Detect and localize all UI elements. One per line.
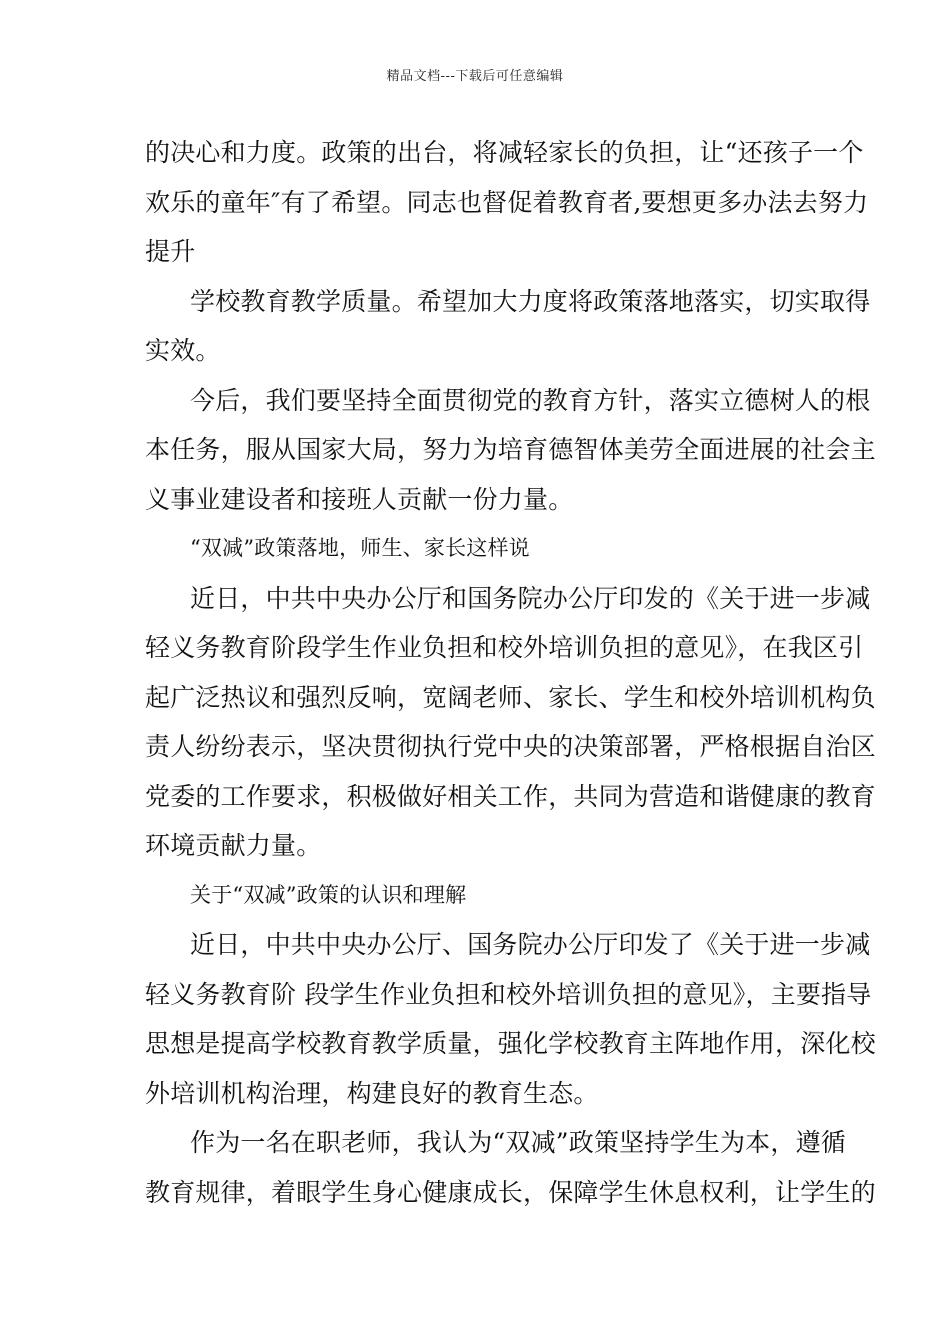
section-heading: 关于“双减”政策的认识和理解 bbox=[190, 882, 467, 907]
text-line: 义事业建设者和接班人贡献一份力量。 bbox=[145, 484, 574, 514]
text-line: 本任务，服从国家大局，努力为培育德智体美劳全面进展的社会主 bbox=[145, 435, 876, 464]
text-line: 欢乐的童年″有了希望。同志也督促着教育者,要想更多办法去努力 bbox=[145, 187, 869, 217]
text-line: 近日，中共中央办公厅、国务院办公厅印发了《关于进一步减 bbox=[190, 930, 871, 959]
page-header: 精品文档---下载后可任意编辑 bbox=[386, 69, 564, 84]
text-line: 提升 bbox=[145, 237, 196, 266]
text-line: 今后，我们要坚持全面贯彻党的教育方针，落实立德树人的根 bbox=[190, 385, 871, 415]
text-line: 党委的工作要求，积极做好相关工作，共同为营造和谐健康的教育 bbox=[145, 781, 876, 811]
text-line: 责人纷纷表示，坚决贯彻执行党中央的决策部署，严格根据自治区 bbox=[145, 732, 876, 761]
text-line: 的决心和力度。政策的出台，将减轻家长的负担，让“还孩子一个 bbox=[145, 138, 864, 167]
section-heading: “双减”政策落地，师生、家长这样说 bbox=[190, 536, 530, 560]
text-line: 近日，中共中央办公厅和国务院办公厅印发的《关于进一步减 bbox=[190, 583, 871, 613]
text-line: 起广泛热议和强烈反响，宽阔老师、家长、学生和校外培训机构负 bbox=[145, 682, 876, 712]
text-line: 教育规律，着眼学生身心健康成长，保障学生休息权利，让学生的 bbox=[145, 1177, 876, 1207]
text-line: 学校教育教学质量。希望加大力度将政策落地落实，切实取得 bbox=[190, 286, 871, 316]
document-body bbox=[145, 128, 876, 1217]
text-line: 轻义务教育阶 段学生作业负担和校外培训负担的意见》，主要指导 bbox=[145, 979, 872, 1009]
text-line: 实效。 bbox=[145, 336, 221, 365]
text-line: 外培训机构治理，构建良好的教育生态。 bbox=[145, 1078, 599, 1108]
text-line: 思想是提高学校教育教学质量，强化学校教育主阵地作用，深化校 bbox=[145, 1029, 876, 1058]
text-line: 环境贡献力量。 bbox=[145, 831, 322, 860]
text-line: 轻义务教育阶段学生作业负担和校外培训负担的意见》，在我区引 bbox=[145, 633, 864, 662]
text-line: 作为一名在职老师，我认为“双减”政策坚持学生为本，遵循 bbox=[190, 1128, 846, 1157]
